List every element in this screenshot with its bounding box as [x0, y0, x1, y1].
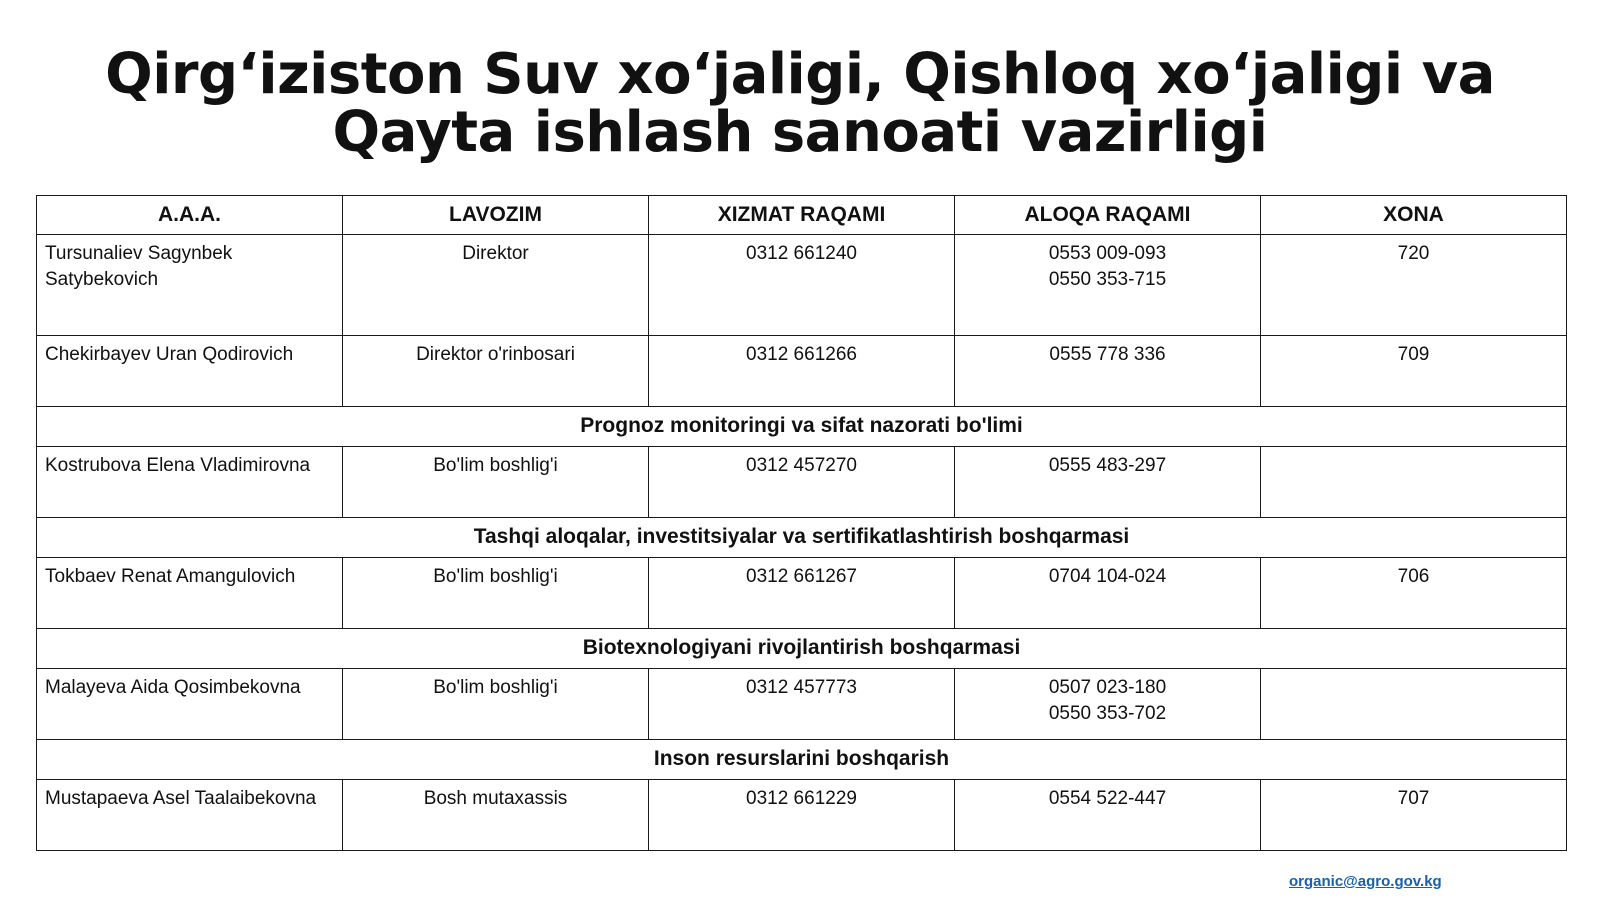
email-link[interactable]: organic@agro.gov.kg: [1289, 873, 1442, 890]
table-row: [37, 235, 1567, 336]
header-full-name: A.A.A.: [37, 196, 343, 235]
section-title: Prognoz monitoringi va sifat nazorati bo'limi: [37, 407, 1567, 447]
cell-room: [1261, 447, 1567, 518]
cell-position: Direktor o'rinbosari: [343, 336, 649, 407]
cell-service-number: 0312 661266: [649, 336, 955, 407]
page-title-line-1: Qirg‘iziston Suv xo‘jaligi, Qishloq xo‘jaligi va: [105, 42, 1495, 107]
cell-position: Bo'lim boshlig'i: [343, 447, 649, 518]
cell-full-name: Chekirbayev Uran Qodirovich: [37, 336, 343, 407]
header-room: XONA: [1261, 196, 1567, 235]
table-row: [37, 669, 1567, 740]
header-position: LAVOZIM: [343, 196, 649, 235]
cell-full-name: Malayeva Aida Qosimbekovna: [37, 669, 343, 740]
section-header-row: [37, 518, 1567, 558]
cell-position: Bo'lim boshlig'i: [343, 669, 649, 740]
section-title: Inson resurslarini boshqarish: [37, 740, 1567, 780]
table-row: [37, 447, 1567, 518]
cell-room: 709: [1261, 336, 1567, 407]
cell-contact-number: 0555 483-297: [955, 447, 1261, 518]
cell-room: 706: [1261, 558, 1567, 629]
cell-full-name: Mustapaeva Asel Taalaibekovna: [37, 780, 343, 851]
cell-full-name: Tokbaev Renat Amangulovich: [37, 558, 343, 629]
staff-directory-table: [36, 195, 1567, 851]
cell-service-number: 0312 661240: [649, 235, 955, 336]
cell-contact-number: 0507 023-180 0550 353-702: [955, 669, 1261, 740]
cell-room: 720: [1261, 235, 1567, 336]
cell-full-name: Tursunaliev Sagynbek Satybekovich: [37, 235, 343, 336]
table-row: [37, 780, 1567, 851]
cell-contact-number: 0553 009-093 0550 353-715: [955, 235, 1261, 336]
cell-full-name: Kostrubova Elena Vladimirovna: [37, 447, 343, 518]
cell-room: 707: [1261, 780, 1567, 851]
table-row: [37, 336, 1567, 407]
cell-position: Direktor: [343, 235, 649, 336]
cell-contact-number: 0554 522-447: [955, 780, 1261, 851]
cell-contact-number: 0555 778 336: [955, 336, 1261, 407]
cell-position: Bosh mutaxassis: [343, 780, 649, 851]
cell-service-number: 0312 457270: [649, 447, 955, 518]
section-header-row: [37, 629, 1567, 669]
table-row: [37, 558, 1567, 629]
cell-room: [1261, 669, 1567, 740]
header-contact-number: ALOQA RAQAMI: [955, 196, 1261, 235]
cell-service-number: 0312 661229: [649, 780, 955, 851]
table-header-row: [37, 196, 1567, 235]
section-header-row: [37, 407, 1567, 447]
section-header-row: [37, 740, 1567, 780]
section-title: Biotexnologiyani rivojlantirish boshqarmasi: [37, 629, 1567, 669]
page-title: [0, 42, 1600, 165]
header-service-number: XIZMAT RAQAMI: [649, 196, 955, 235]
cell-service-number: 0312 661267: [649, 558, 955, 629]
page-title-line-2: Qayta ishlash sanoati vazirligi: [332, 100, 1268, 165]
cell-position: Bo'lim boshlig'i: [343, 558, 649, 629]
cell-contact-number: 0704 104-024: [955, 558, 1261, 629]
cell-service-number: 0312 457773: [649, 669, 955, 740]
section-title: Tashqi aloqalar, investitsiyalar va sertifikatlashtirish boshqarmasi: [37, 518, 1567, 558]
